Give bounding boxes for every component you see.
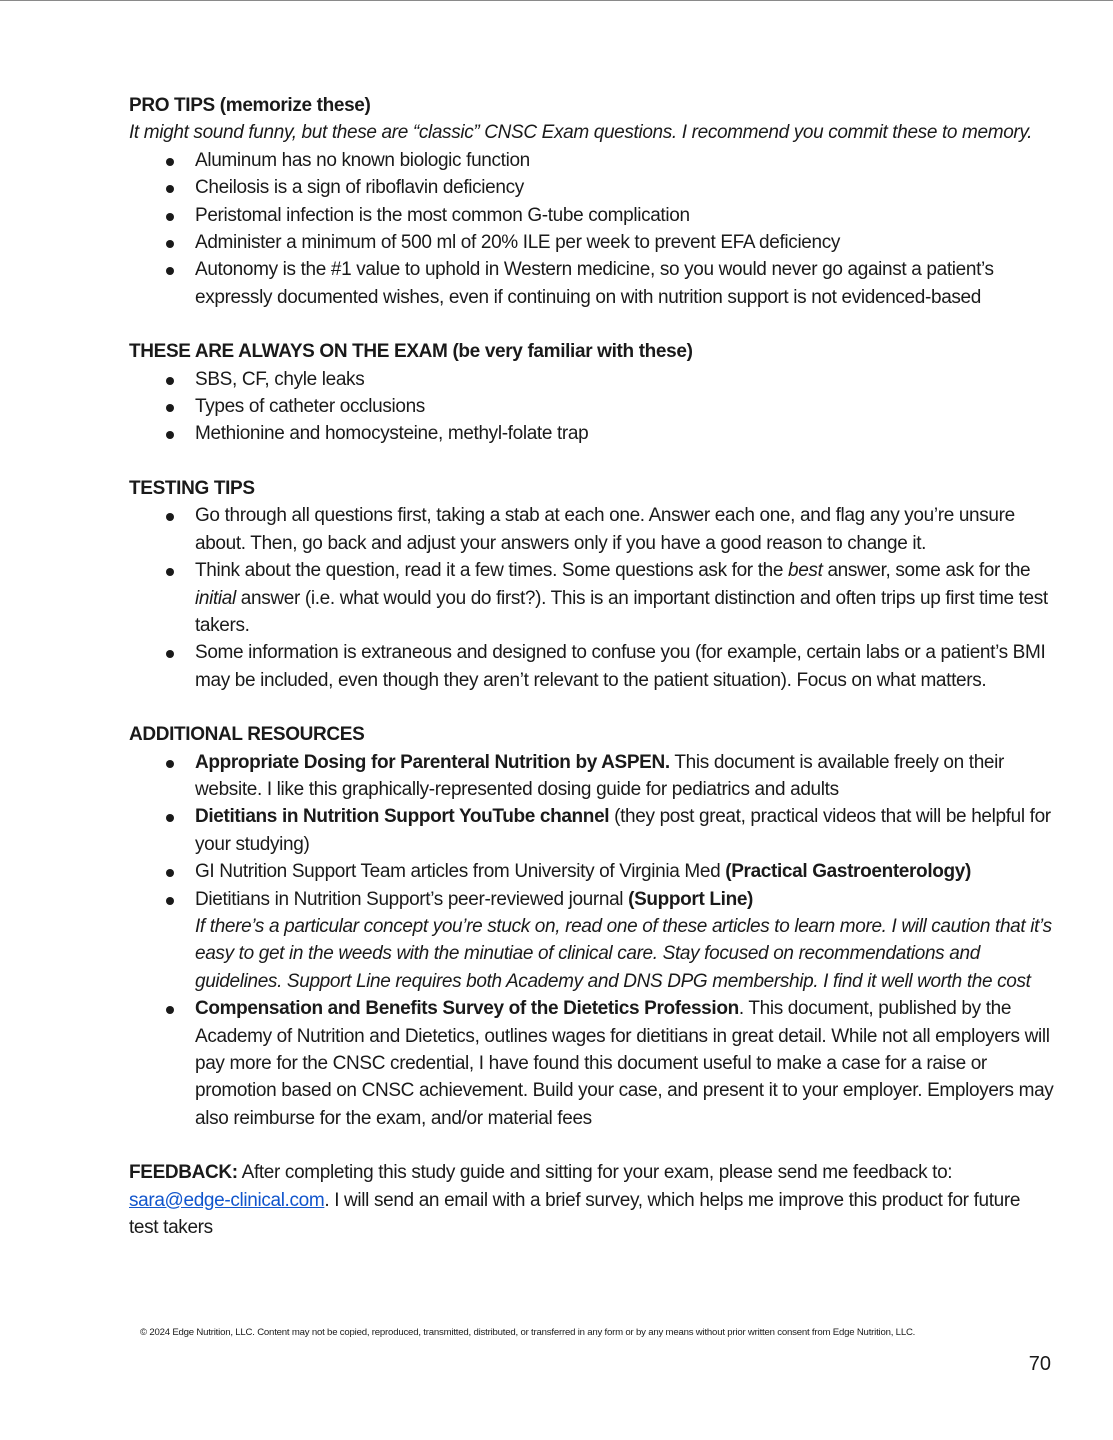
bullet-icon bbox=[166, 869, 174, 877]
page-number: 70 bbox=[1028, 1353, 1051, 1375]
list-item: Autonomy is the #1 value to uphold in Western medicine, so you would never go against a patient’s expressly documented wishes, even if continuing on with nutrition support is not evidenced-based bbox=[129, 256, 1054, 311]
document-page bbox=[129, 92, 1054, 1268]
bullet-icon bbox=[166, 431, 174, 439]
bullet-icon bbox=[166, 897, 174, 905]
section-testing-tips bbox=[129, 475, 1054, 694]
bullet-icon bbox=[166, 377, 174, 385]
resource-note: If there’s a particular concept you’re stuck on, read one of these articles to learn more. I will caution that it’s easy to get in the weeds with the minutiae of clinical care. Stay focused on recommendations and guidelines. Support Line requires both Academy and DNS DPG membership. I find it well worth the cost bbox=[195, 915, 1052, 992]
section-additional-resources bbox=[129, 721, 1054, 1132]
list-item: Administer a minimum of 500 ml of 20% ILE per week to prevent EFA deficiency bbox=[129, 229, 1054, 256]
resource-title: (Practical Gastroenterology) bbox=[725, 861, 971, 883]
resource-title: (Support Line) bbox=[628, 888, 754, 910]
bullet-icon bbox=[166, 513, 174, 521]
section-heading: THESE ARE ALWAYS ON THE EXAM (be very familiar with these) bbox=[129, 341, 693, 363]
bullet-icon bbox=[166, 568, 174, 576]
bullet-icon bbox=[166, 650, 174, 658]
list-item: Compensation and Benefits Survey of the Dietetics Profession. This document, published by the Academy of Nutrition and Dietetics, outlines wages for dietitians in great detail. While not all employers will pay more for the CNSC credential, I have found this document useful to make a case for a raise or promotion based on CNSC achievement. Build your case, and present it to your employer. Employers may also reimburse for the exam, and/or material fees bbox=[129, 995, 1054, 1132]
bullet-list bbox=[129, 147, 1054, 311]
resource-title: Compensation and Benefits Survey of the Dietetics Profession bbox=[195, 998, 739, 1020]
feedback-label: FEEDBACK: bbox=[129, 1162, 238, 1184]
list-item: Dietitians in Nutrition Support’s peer-reviewed journal (Support Line) If there’s a particular concept you’re stuck on, read one of these articles to learn more. I will caution that it’s easy to get in the weeds with the minutiae of clinical care. Stay focused on recommendations and guidelines. Support Line requires both Academy and DNS DPG membership. I find it well worth the cost bbox=[129, 886, 1054, 996]
list-item: Go through all questions first, taking a stab at each one. Answer each one, and flag any you’re unsure about. Then, go back and adjust your answers only if you have a good reason to change it. bbox=[129, 502, 1054, 557]
section-heading: TESTING TIPS bbox=[129, 477, 255, 499]
section-heading: PRO TIPS (memorize these) bbox=[129, 95, 371, 116]
bullet-list bbox=[129, 366, 1054, 448]
list-item: Dietitians in Nutrition Support YouTube channel (they post great, practical videos that will be helpful for your studying) bbox=[129, 803, 1054, 858]
bullet-icon bbox=[166, 814, 174, 822]
bullet-icon bbox=[166, 240, 174, 248]
section-heading: ADDITIONAL RESOURCES bbox=[129, 724, 365, 746]
bullet-icon bbox=[166, 158, 174, 166]
bullet-icon bbox=[166, 185, 174, 193]
bullet-icon bbox=[166, 404, 174, 412]
list-item: Cheilosis is a sign of riboflavin deficiency bbox=[129, 174, 1054, 201]
list-item: Aluminum has no known biologic function bbox=[129, 147, 1054, 174]
bullet-icon bbox=[166, 267, 174, 275]
emphasis-best: best bbox=[788, 560, 823, 582]
list-item: Methionine and homocysteine, methyl-folate trap bbox=[129, 420, 1054, 447]
list-item: SBS, CF, chyle leaks bbox=[129, 366, 1054, 393]
list-item: Think about the question, read it a few times. Some questions ask for the best answer, some ask for the initial answer (i.e. what would you do first?). This is an important distinction and often trips up first time test takers. bbox=[129, 557, 1054, 639]
footer-copyright: © 2024 Edge Nutrition, LLC. Content may not be copied, reproduced, transmitted, distributed, or transferred in any form or by any means without prior written consent from Edge Nutrition, LLC. bbox=[140, 1327, 916, 1338]
bullet-icon bbox=[166, 213, 174, 221]
resource-title: Appropriate Dosing for Parenteral Nutrition by ASPEN. bbox=[195, 751, 670, 773]
bullet-list bbox=[129, 749, 1054, 1133]
list-item: Types of catheter occlusions bbox=[129, 393, 1054, 420]
page-top-border bbox=[0, 0, 1113, 1]
section-intro: It might sound funny, but these are “classic” CNSC Exam questions. I recommend you commit these to memory. bbox=[129, 122, 1033, 144]
list-item: Some information is extraneous and designed to confuse you (for example, certain labs or a patient’s BMI may be included, even though they aren’t relevant to the patient situation). Focus on what matters. bbox=[129, 639, 1054, 694]
feedback-email-link[interactable]: sara@edge-clinical.com bbox=[129, 1189, 325, 1211]
bullet-list bbox=[129, 502, 1054, 694]
section-always-on-exam bbox=[129, 338, 1054, 448]
section-pro-tips bbox=[129, 92, 1054, 311]
resource-title: Dietitians in Nutrition Support YouTube channel bbox=[195, 806, 610, 828]
emphasis-initial: initial bbox=[195, 587, 236, 609]
list-item: GI Nutrition Support Team articles from University of Virginia Med (Practical Gastroenterology) bbox=[129, 858, 1054, 885]
list-item: Appropriate Dosing for Parenteral Nutrition by ASPEN. This document is available freely on their website. I like this graphically-represented dosing guide for pediatrics and adults bbox=[129, 749, 1054, 804]
section-feedback: FEEDBACK: After completing this study guide and sitting for your exam, please send me feedback to: sara@edge-clinical.com. I will send an email with a brief survey, which helps me improve this product for future test takers bbox=[129, 1162, 1021, 1239]
list-item: Peristomal infection is the most common G-tube complication bbox=[129, 202, 1054, 229]
bullet-icon bbox=[166, 1006, 174, 1014]
bullet-icon bbox=[166, 760, 174, 768]
